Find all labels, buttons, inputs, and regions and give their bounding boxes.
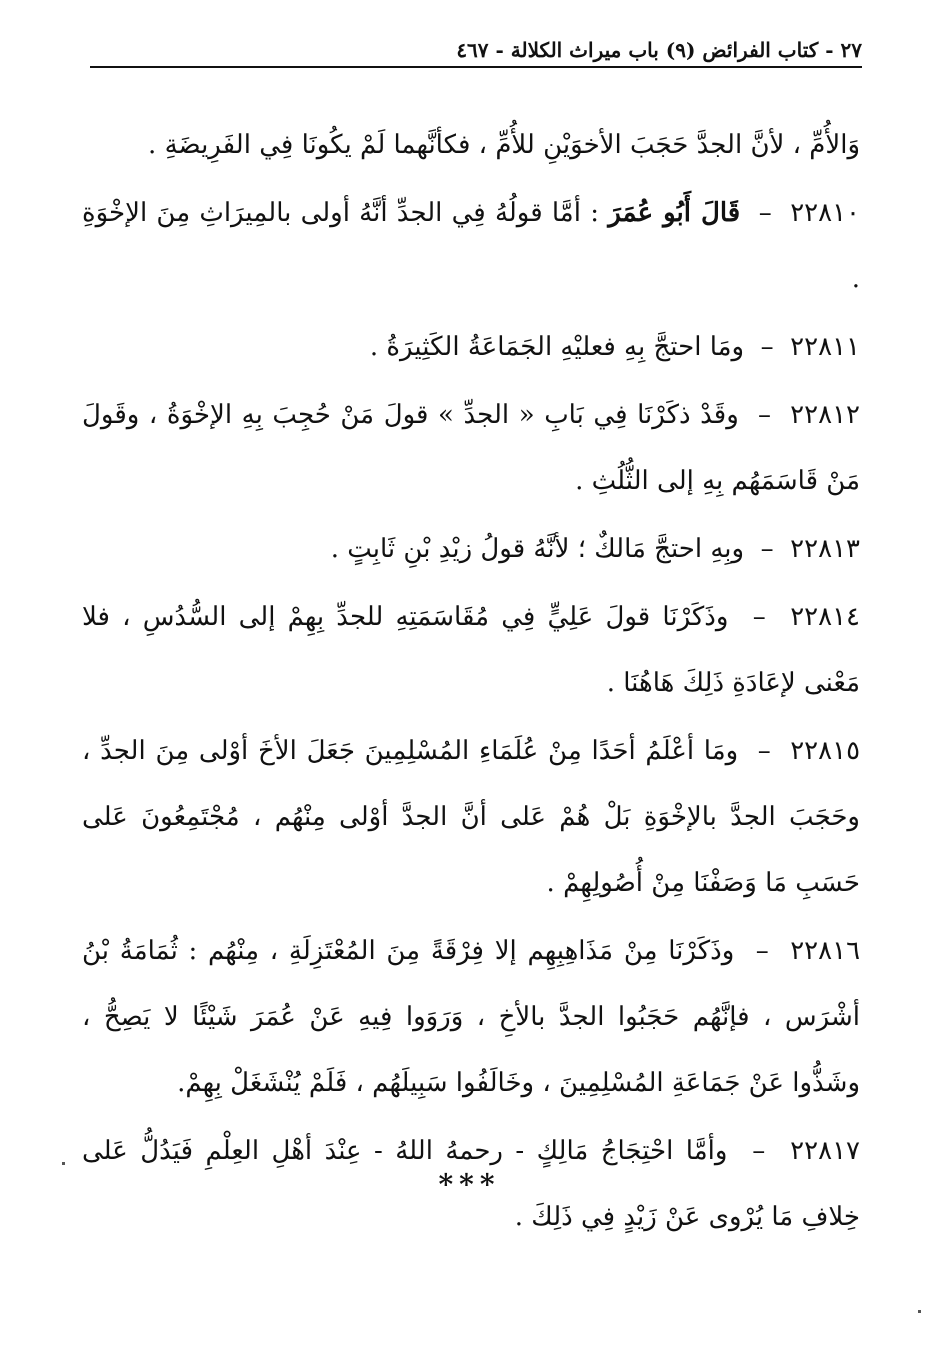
paragraph-number: ٢٢٨١٦: [790, 936, 861, 966]
paragraph-number: ٢٢٨١٤: [790, 602, 861, 632]
paragraph-number: ٢٢٨١٥: [790, 736, 861, 766]
paragraph-number: ٢٢٨١٠: [790, 198, 861, 228]
paragraph-22814: [82, 584, 860, 716]
paragraph-dash: –: [745, 936, 780, 966]
running-head-title: ٢٧ - كتاب الفرائض (٩) باب ميراث الكلالة - ٤٦٧: [456, 38, 862, 62]
paragraph-text: وبِهِ احتجَّ مَالكٌ ؛ لأنَّهُ قولُ زيْدِ بْنِ ثَابِتٍ .: [330, 534, 745, 564]
paragraph-text: وقَدْ ذكَرْنَا فِي بَابِ « الجدِّ » قولَ مَنْ حُجِبَ بِهِ الإخْوَةُ ، وقَولَ مَنْ قَاسَمَهُم بِهِ إلى الثُّلُثِ .: [82, 400, 860, 496]
paragraph-number: ٢٢٨١٧: [790, 1136, 860, 1166]
paragraph-text: وذَكَرْنَا مِنْ مَذَاهِبِهِم إلا فِرْقَةً مِنَ المُعْتَزِلَةِ ، مِنْهُم : ثُمَامَةُ بْنُ أشْرَس ، فإنَّهُم حَجَبُوا الجدَّ بالأخِ ، وَرَوَوا فِيهِ عَنْ عُمَرَ شَيْئًا لا يَصِحُّ ، وشَذُّوا عَنْ جَمَاعَةِ المُسْلِمِينَ ، وخَالَفُوا سَبِيلَهُم ، فَلَمْ يُنْشَغَلْ بِهِمْ.: [82, 936, 860, 1098]
paragraph-text: ومَا احتجَّ بِهِ فعليْهِ الجَمَاعَةُ الكَثِيرَةُ .: [369, 332, 745, 362]
paragraph-22811: [82, 314, 860, 380]
speaker-name: قَالَ أَبُو عُمَرَ: [608, 198, 741, 228]
section-end-ornament: ***: [438, 1168, 501, 1201]
running-head: [90, 36, 862, 76]
paragraph-text: ومَا أعْلَمُ أحَدًا مِنْ عُلَمَاءِ المُسْلِمِينَ جَعَلَ الأخَ أوْلى مِنَ الجدِّ ، وحَجَبَ الجدَّ بالإخْوَةِ بَلْ هُمْ عَلى أنَّ الجدَّ أوْلى مِنْهُم ، مُجْتَمِعُونَ عَلى حَسَبِ مَا وَصَفْنَا مِنْ أُصُولِهِمْ .: [82, 736, 860, 898]
paragraph-text: : أمَّا قولُهُ فِي الجدِّ أنَّهُ أولى بالمِيرَاثِ مِنَ الإخْوَةِ .: [82, 198, 860, 294]
paragraph-dash: –: [752, 534, 782, 564]
paragraph-number: ٢٢٨١٣: [790, 534, 860, 564]
running-head-rule: [90, 66, 862, 68]
paragraph-number: ٢٢٨١٢: [790, 400, 860, 430]
paragraph-continuation: [82, 112, 860, 178]
paragraph-22815: [82, 718, 860, 916]
scan-speck: [62, 1162, 65, 1165]
paragraph-number: ٢٢٨١١: [790, 332, 860, 362]
paragraph-22813: [82, 516, 860, 582]
paragraph-dash: –: [752, 332, 782, 362]
paragraph-22816: [82, 918, 860, 1116]
scan-speck: [918, 1310, 921, 1313]
paragraph-22810: [82, 180, 860, 312]
paragraph-text: وذَكَرْنَا قولَ عَلِيٍّ فِي مُقَاسَمَتِهِ للجدِّ بِهِمْ إلى السُّدُسِ ، فلا مَعْنى لإعَادَةِ ذَلِكَ هَاهُنَا .: [82, 602, 860, 698]
paragraph-text: وَالأُمِّ ، لأنَّ الجدَّ حَجَبَ الأخوَيْنِ للأُمِّ ، فكأنَّهما لَمْ يكُونَا فِي الفَرِيضَةِ .: [148, 130, 860, 160]
paragraph-dash: –: [747, 736, 781, 766]
paragraph-text: وأمَّا احْتِجَاجُ مَالِكٍ - رحمهُ اللهُ - عِنْدَ أهْلِ العِلْمِ فَيَدُلُّ عَلى خِلافِ مَا يُرْوى عَنْ زَيْدٍ فِي ذَلِكَ .: [82, 1136, 860, 1232]
main-text: [82, 112, 860, 1252]
paragraph-dash: –: [740, 602, 778, 632]
paragraph-dash: –: [749, 198, 781, 228]
paragraph-22812: [82, 382, 860, 514]
paragraph-dash: –: [748, 400, 781, 430]
paragraph-dash: –: [739, 1136, 778, 1166]
